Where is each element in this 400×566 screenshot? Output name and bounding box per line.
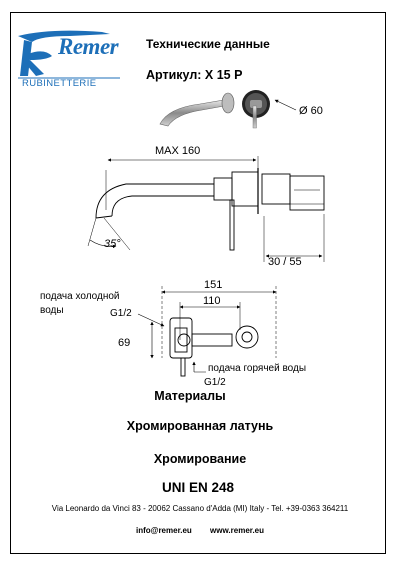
g12-bottom-label: G1/2 <box>204 377 226 388</box>
footer-contacts <box>0 526 400 535</box>
finish-chrome: Хромирование <box>153 452 247 466</box>
doc-title: Технические данные <box>146 37 270 51</box>
product-photo <box>160 90 270 128</box>
logo-wordmark: Remer <box>58 34 119 59</box>
material-brass: Хромированная латунь <box>126 419 274 433</box>
cold-water-label-1: подача холодной <box>40 291 120 302</box>
standard-label: UNI EN 248 <box>161 480 235 495</box>
logo-subtitle: RUBINETTERIE <box>22 78 97 89</box>
dim-69-label: 69 <box>118 337 131 349</box>
side-view-drawing <box>88 156 324 262</box>
footer-email[interactable]: info@remer.eu <box>135 526 192 535</box>
article-number: Артикул: X 15 P <box>146 68 243 82</box>
cold-water-label-2: воды <box>40 305 64 316</box>
dim-151-label: 151 <box>204 279 223 291</box>
hot-water-label: подача горячей воды <box>208 363 307 374</box>
depth-label: 30 / 55 <box>268 256 302 268</box>
max-dimension-label: MAX 160 <box>155 145 201 157</box>
footer-address: Via Leonardo da Vinci 83 - 20062 Cassano d'Adda (MI) Italy - Tel. +39-0363 364211 <box>51 504 349 513</box>
g12-top-label: G1/2 <box>110 308 132 319</box>
materials-heading: Материалы <box>154 389 226 403</box>
footer-website[interactable]: www.remer.eu <box>210 526 264 535</box>
diameter-label: Ø 60 <box>299 105 323 117</box>
dim-110-label: 110 <box>203 295 221 307</box>
angle-label: 35° <box>104 238 121 250</box>
